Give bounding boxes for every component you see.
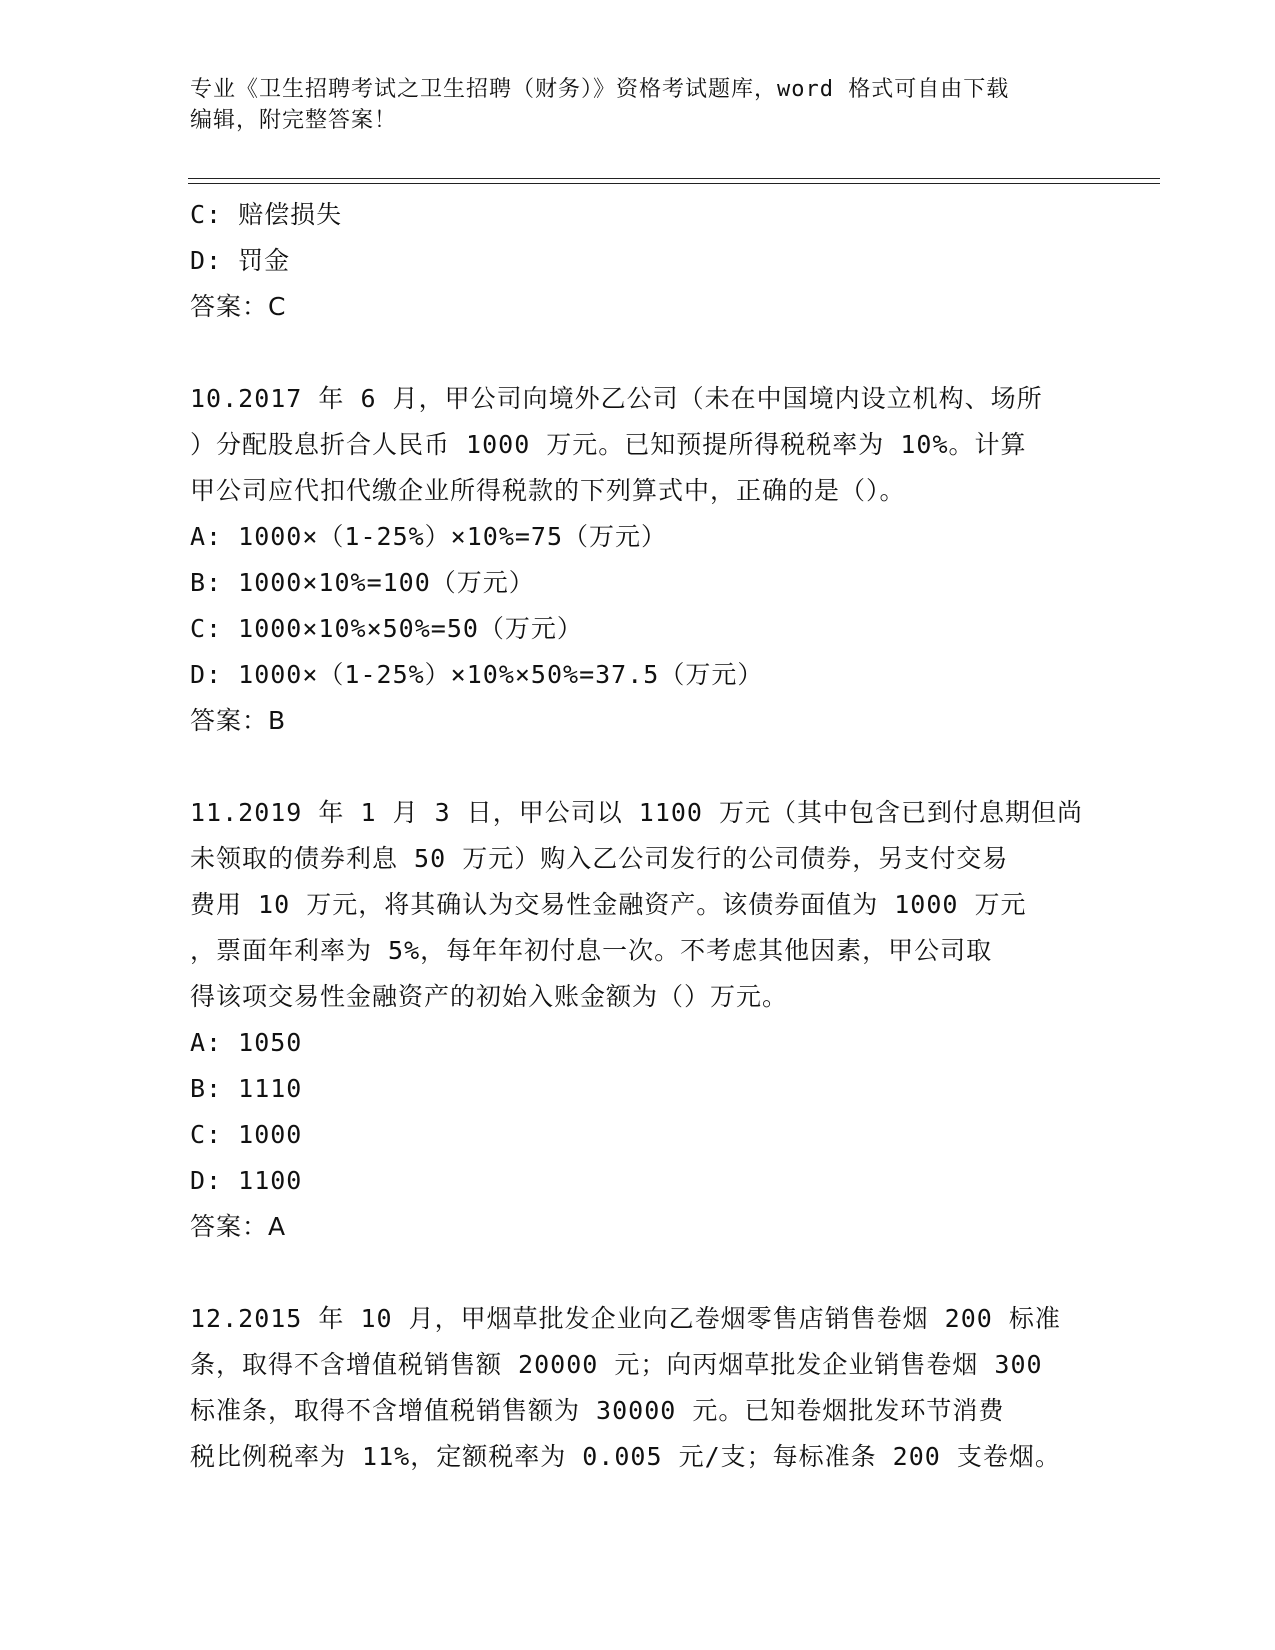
answer-line: 答案：B <box>190 706 287 735</box>
header-line: 编辑，附完整答案！ <box>190 108 398 133</box>
header-divider <box>188 178 1160 179</box>
option-b: B: 1110 <box>190 1074 303 1103</box>
question-9-tail <box>190 192 1090 330</box>
question-12 <box>190 1296 1090 1480</box>
question-stem-line: 12.2015 年 10 月，甲烟草批发企业向乙卷烟零售店销售卷烟 200 标准 <box>190 1304 1061 1333</box>
question-stem-line: ，票面年利率为 5%，每年年初付息一次。不考虑其他因素，甲公司取 <box>190 936 993 965</box>
question-stem-line: 费用 10 万元，将其确认为交易性金融资产。该债券面值为 1000 万元 <box>190 890 1027 919</box>
question-stem-line: 未领取的债券利息 50 万元）购入乙公司发行的公司债券，另支付交易 <box>190 844 1009 873</box>
question-body <box>190 192 1090 1480</box>
question-stem-line: 10.2017 年 6 月，甲公司向境外乙公司（未在中国境内设立机构、场所 <box>190 384 1043 413</box>
question-stem-line: 税比例税率为 11%，定额税率为 0.005 元/支；每标准条 200 支卷烟。 <box>190 1442 1061 1471</box>
question-stem-line: 条，取得不含增值税销售额 20000 元；向丙烟草批发企业销售卷烟 300 <box>190 1350 1043 1379</box>
option-c: C: 1000×10%×50%=50（万元） <box>190 614 583 643</box>
question-stem-line: ）分配股息折合人民币 1000 万元。已知预提所得税税率为 10%。计算 <box>190 430 1027 459</box>
option-d: D: 1000×（1-25%）×10%×50%=37.5（万元） <box>190 660 764 689</box>
header-divider <box>188 183 1160 184</box>
option-c: C: 1000 <box>190 1120 303 1149</box>
option-d: D: 1100 <box>190 1166 303 1195</box>
answer-line: 答案：C <box>190 292 287 321</box>
question-stem-line: 标准条，取得不含增值税销售额为 30000 元。已知卷烟批发环节消费 <box>190 1396 1005 1425</box>
option-b: B: 1000×10%=100（万元） <box>190 568 535 597</box>
option-d: D: 罚金 <box>190 246 291 275</box>
question-stem-line: 得该项交易性金融资产的初始入账金额为（）万元。 <box>190 982 789 1011</box>
question-11 <box>190 790 1090 1250</box>
option-c: C: 赔偿损失 <box>190 200 343 229</box>
option-a: A: 1000×（1-25%）×10%=75（万元） <box>190 522 668 551</box>
header-line: 专业《卫生招聘考试之卫生招聘（财务）》资格考试题库，word 格式可自由下载 <box>190 77 1010 102</box>
option-a: A: 1050 <box>190 1028 303 1057</box>
spacer <box>190 330 1090 376</box>
spacer <box>190 744 1090 790</box>
page-header <box>190 74 1080 136</box>
question-stem-line: 甲公司应代扣代缴企业所得税款的下列算式中，正确的是（）。 <box>190 476 906 505</box>
question-stem-line: 11.2019 年 1 月 3 日，甲公司以 1100 万元（其中包含已到付息期但尚 <box>190 798 1084 827</box>
answer-line: 答案：A <box>190 1212 287 1241</box>
spacer <box>190 1250 1090 1296</box>
question-10 <box>190 376 1090 744</box>
